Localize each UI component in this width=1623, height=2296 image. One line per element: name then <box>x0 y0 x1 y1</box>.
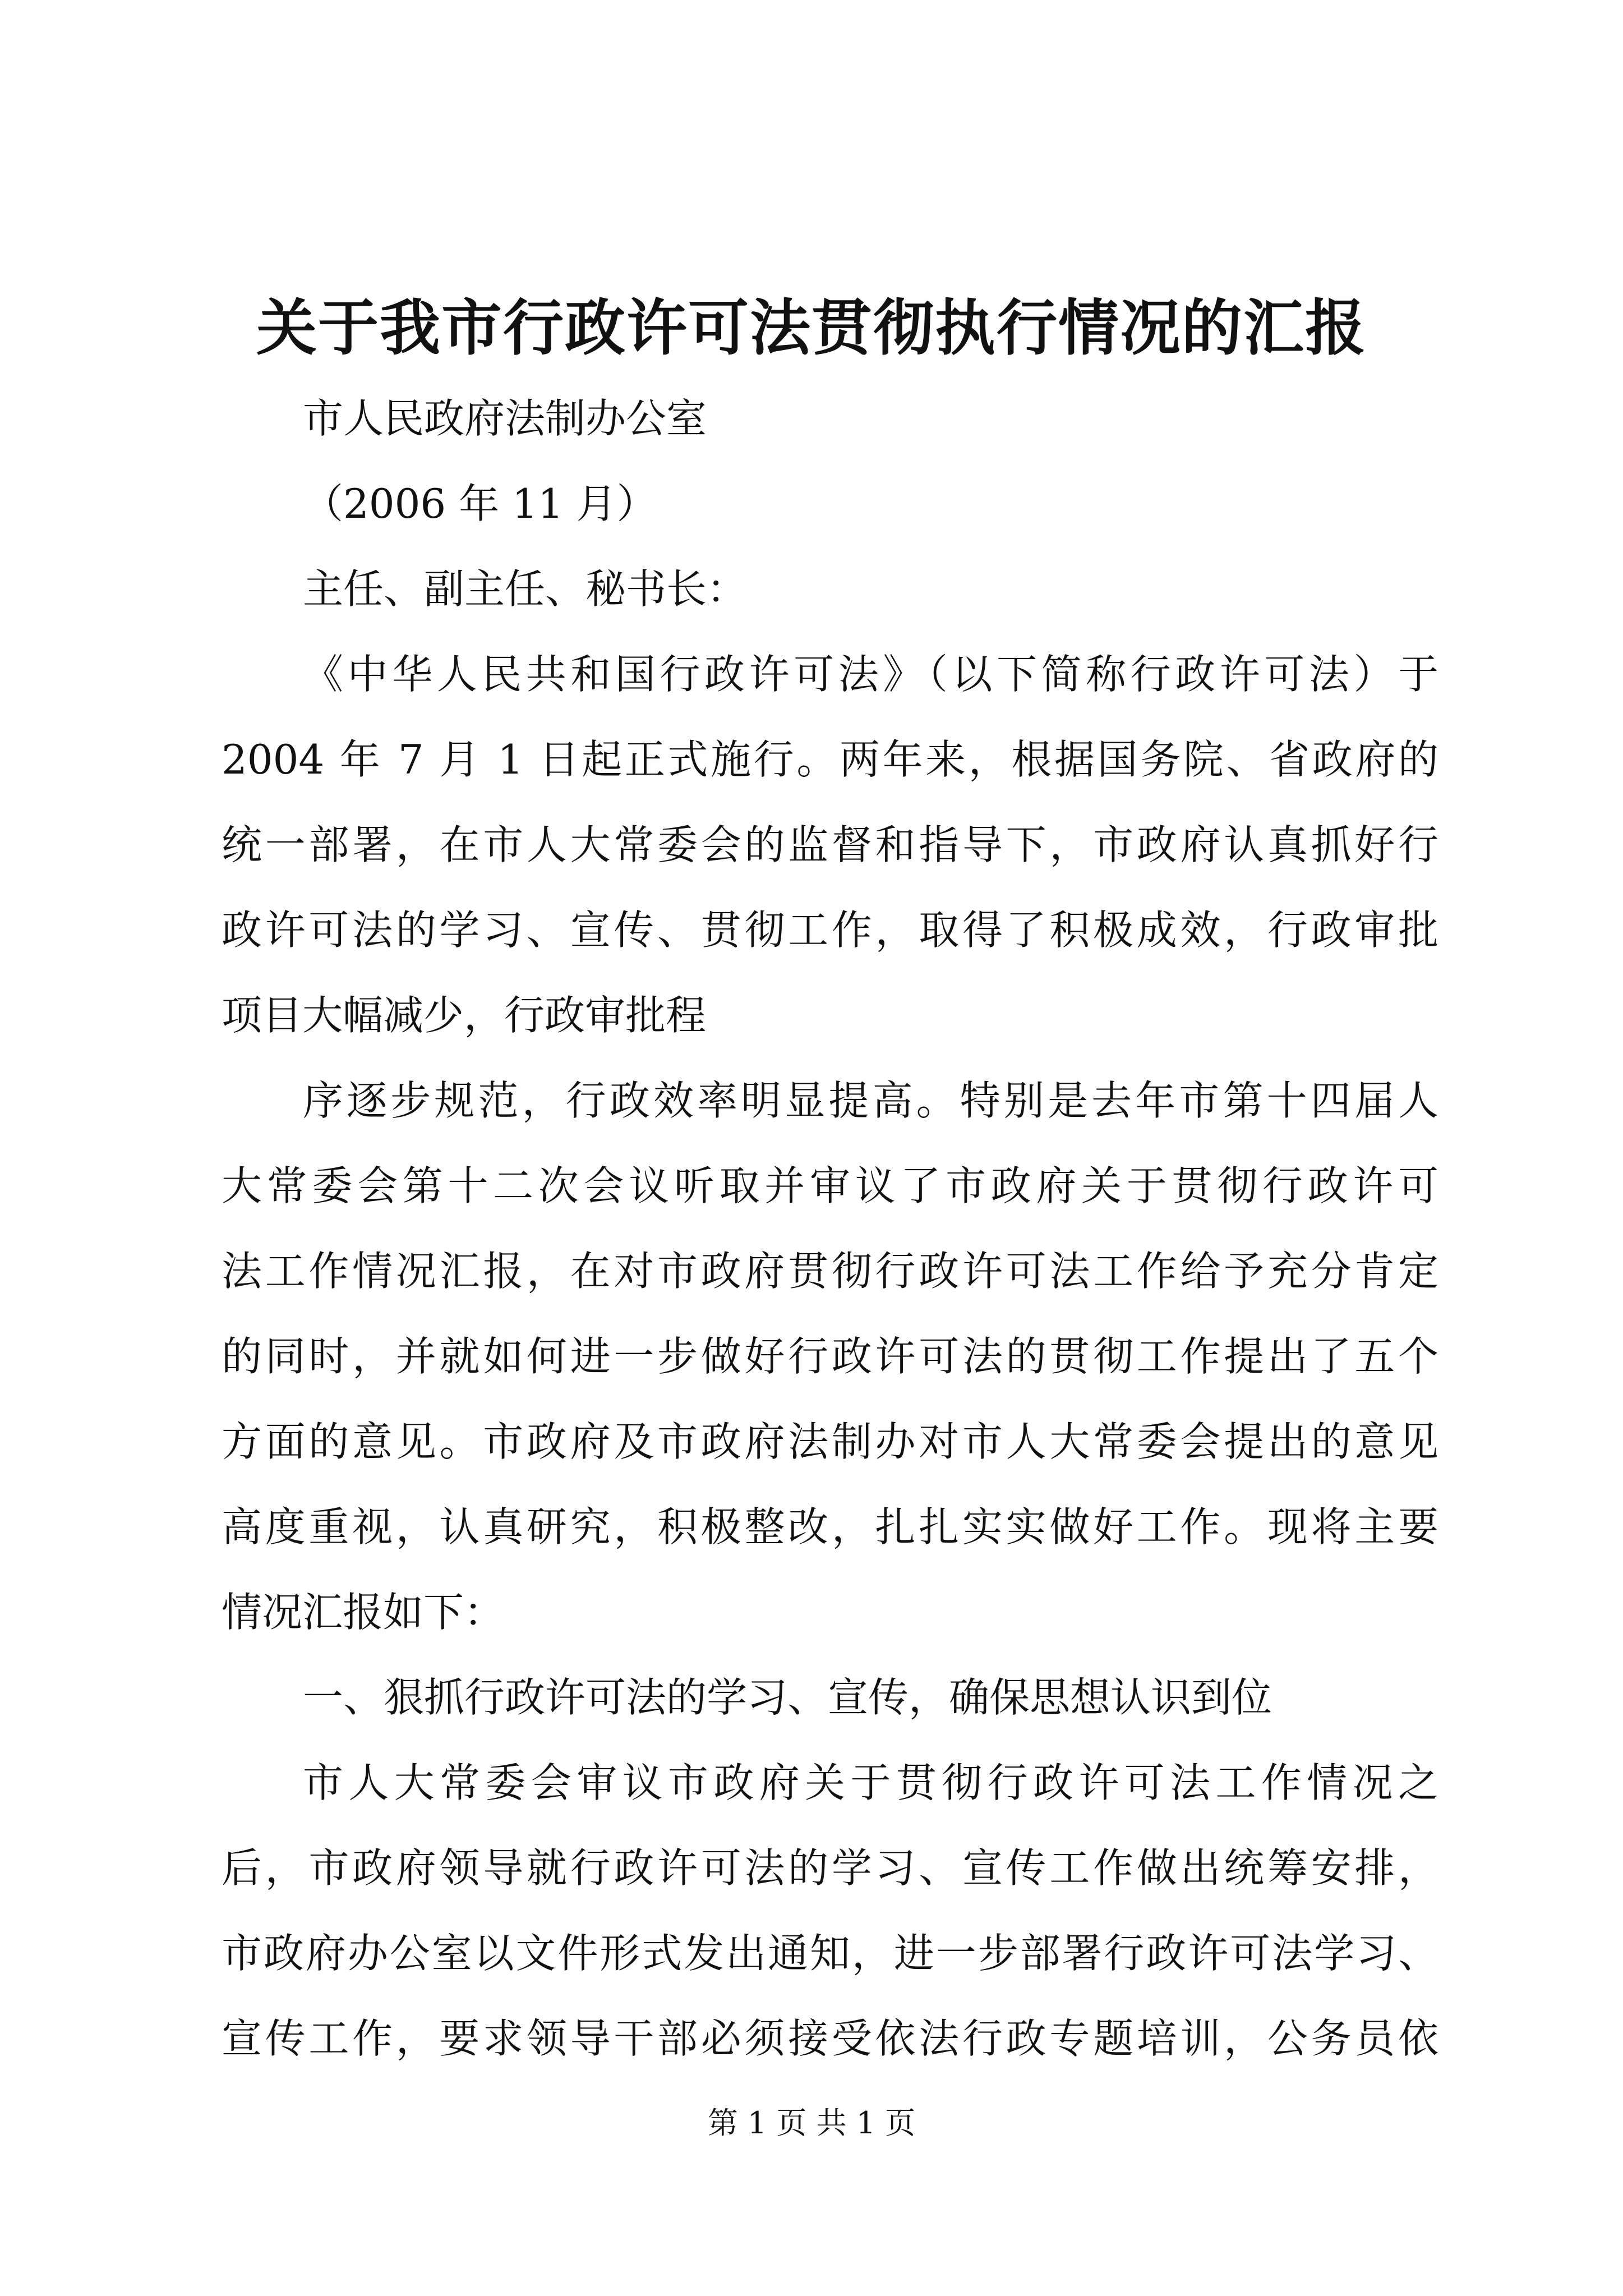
text-line: （2006 年 11 月） <box>303 480 657 527</box>
text-line: 法工作情况汇报，在对市政府贯彻行政许可法工作给予充分肯定 <box>222 1248 1438 1295</box>
text-line: 方面的意见。市政府及市政府法制办对市人大常委会提出的意见 <box>222 1418 1438 1465</box>
text-line: 市人大常委会审议市政府关于贯彻行政许可法工作情况之 <box>303 1759 1438 1806</box>
text-line: 市人民政府法制办公室 <box>303 395 707 442</box>
text-line: 序逐步规范，行政效率明显提高。特别是去年市第十四届人 <box>303 1077 1438 1124</box>
text-line: 2004 年 7 月 1 日起正式施行。两年来，根据国务院、省政府的 <box>222 736 1438 783</box>
text-line: 市政府办公室以文件形式发出通知，进一步部署行政许可法学习、 <box>222 1930 1438 1977</box>
text-line: 高度重视，认真研究，积极整改，扎扎实实做好工作。现将主要 <box>222 1503 1438 1550</box>
text-line: 项目大幅减少，行政审批程 <box>222 992 707 1039</box>
text-line: 宣传工作，要求领导干部必须接受依法行政专题培训，公务员依 <box>222 2015 1438 2062</box>
text-line: 的同时，并就如何进一步做好行政许可法的贯彻工作提出了五个 <box>222 1333 1438 1380</box>
text-line: 主任、副主任、秘书长： <box>303 565 748 613</box>
text-line: 情况汇报如下： <box>222 1589 505 1636</box>
text-line: 政许可法的学习、宣传、贯彻工作，取得了积极成效，行政审批 <box>222 907 1438 954</box>
text-line: 大常委会第十二次会议听取并审议了市政府关于贯彻行政许可 <box>222 1162 1438 1209</box>
document-title: 关于我市行政许可法贯彻执行情况的汇报 <box>256 293 1367 364</box>
text-line: 后，市政府领导就行政许可法的学习、宣传工作做出统筹安排， <box>222 1844 1438 1892</box>
text-line: 一、狠抓行政许可法的学习、宣传，确保思想认识到位 <box>303 1674 1272 1721</box>
page-footer: 第 1 页 共 1 页 <box>707 2105 916 2141</box>
text-line: 《中华人民共和国行政许可法》（以下简称行政许可法）于 <box>303 651 1438 698</box>
text-line: 统一部署，在市人大常委会的监督和指导下，市政府认真抓好行 <box>222 821 1438 868</box>
document-body <box>222 376 1438 2081</box>
